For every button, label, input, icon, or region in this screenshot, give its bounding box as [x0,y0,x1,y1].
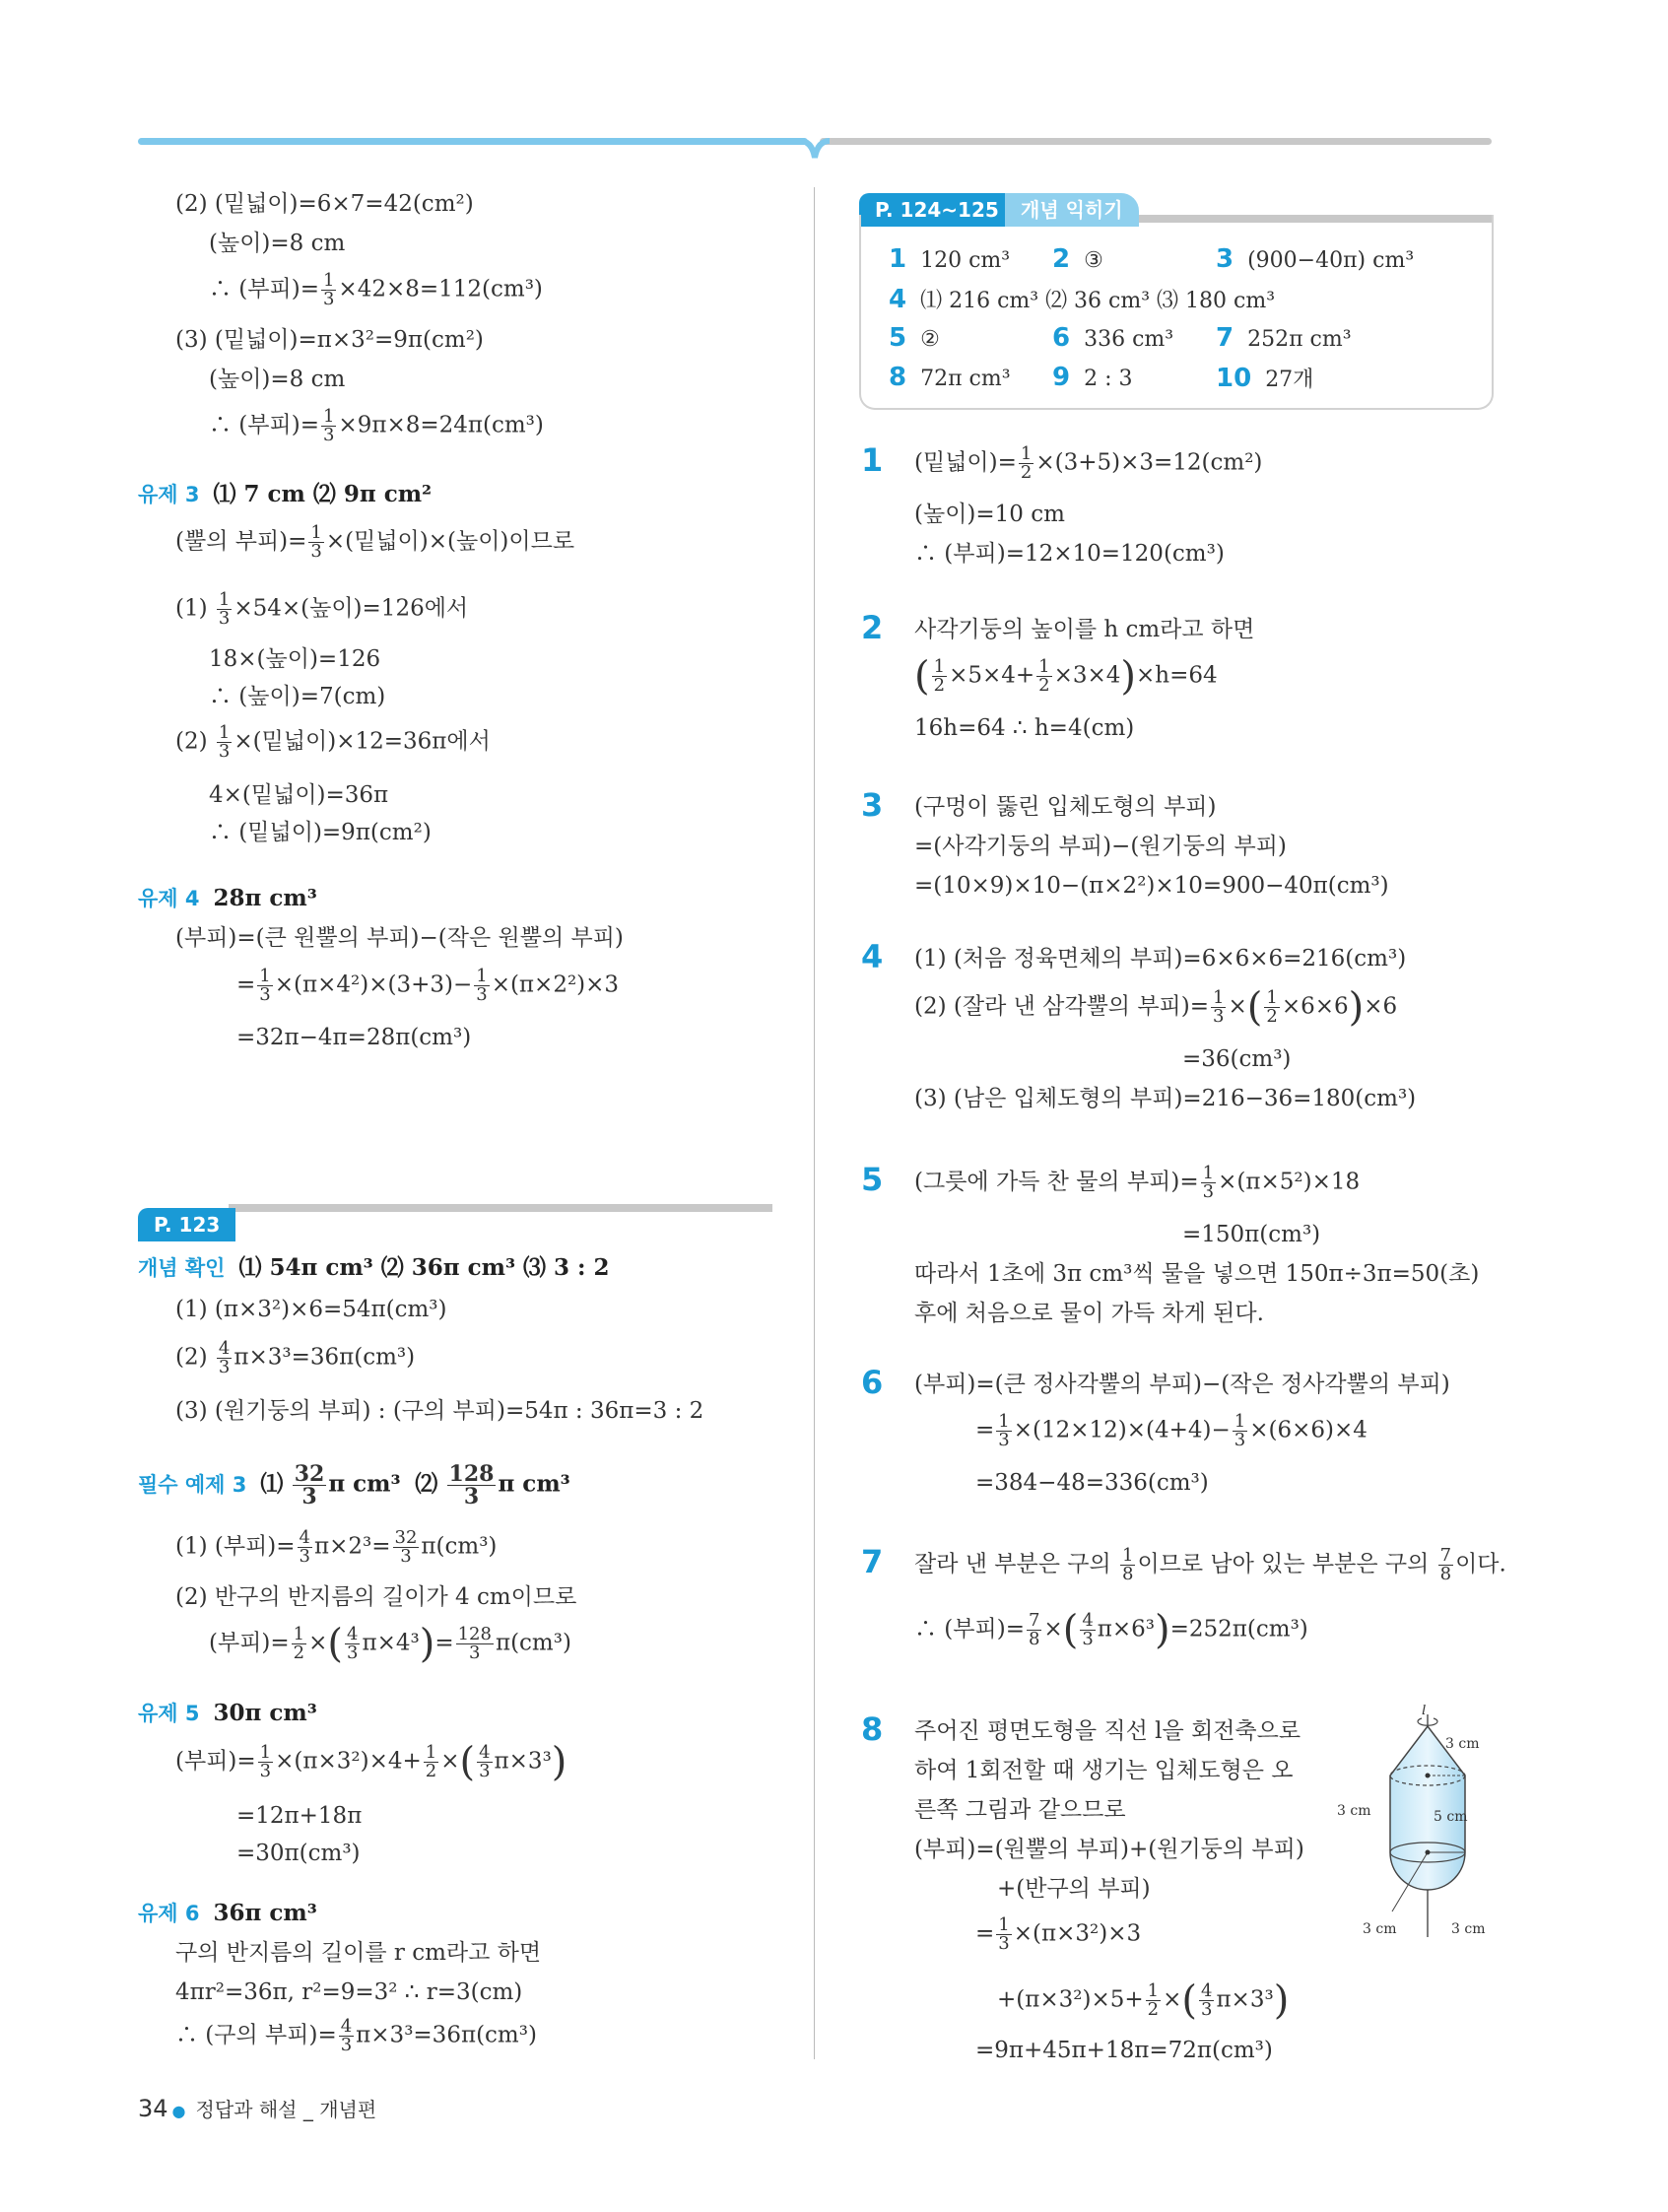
text-line: = $\frac{1}{3}$ ×(π×3²)×3 [975,1914,1142,1954]
fraction: $\frac{1}{2}$ [1147,1980,1160,2020]
text-line: =384−48=336(cm³) [975,1470,1209,1496]
page-footer: 34 ● 정답과 해설 _ 개념편 [138,2095,377,2122]
text-line: (2) $\frac{4}{3}$ π×3³=36π(cm³) [175,1338,416,1377]
fraction: $\frac{1}{3}$ [998,1914,1010,1954]
text-line: (1) (부피)= $\frac{4}{3}$ π×2³= $\frac{32}{3}$ π(cm³) [175,1527,498,1567]
text-line: 4×(밑넓이)=36π [209,782,389,808]
fraction: $\frac{1}{2}$ [933,656,946,696]
fraction: $\frac{7}{8}$ [1439,1545,1452,1584]
text-line: 하여 1회전할 때 생기는 입체도형은 오 [914,1758,1294,1783]
text-line: (부피)= $\frac{1}{2}$ ×( $\frac{4}{3}$ π×4³)= $\frac{128}{3}$ π(cm³) [209,1621,571,1667]
fraction: $\frac{128}{3}$ [448,1461,495,1509]
fraction: $\frac{4}{3}$ [299,1527,310,1567]
dim-label: 5 cm [1434,1809,1468,1825]
header-rule-right [820,138,1492,145]
fraction: $\frac{4}{3}$ [347,1624,359,1663]
dim-label: 3 cm [1445,1736,1480,1752]
question-number: 3 [861,786,884,824]
answer-cell: 8 72π cm³ [889,363,1011,392]
text-line: 사각기둥의 높이를 h cm라고 하면 [914,617,1255,642]
question-number: 2 [861,609,884,646]
text-line: (높이)=8 cm [209,231,346,256]
answer-cell: 1 120 cm³ [889,244,1011,274]
text-line: =(사각기둥의 부피)−(원기둥의 부피) [914,834,1287,859]
text-line: (뿔의 부피)= $\frac{1}{3}$ ×(밑넓이)×(높이)이므로 [175,522,575,562]
exercise-3-header: 유제 3 ⑴ 7 cm ⑵ 9π cm² [138,481,433,507]
text-line: ∴ (구의 부피)= $\frac{4}{3}$ π×3³=36π(cm³) [175,2016,537,2055]
text-line: (3) (원기둥의 부피) : (구의 부피)=54π : 36π=3 : 2 [175,1398,704,1424]
answer-cell: 3 (900−40π) cm³ [1216,244,1415,274]
answer-cell: 9 2 : 3 [1052,363,1133,392]
answer-cell: 2 ③ [1052,244,1103,274]
concept-check-header: 개념 확인 ⑴ 54π cm³ ⑵ 36π cm³ ⑶ 3 : 2 [138,1254,610,1281]
axis-label: l [1422,1705,1427,1718]
fraction: $\frac{1}{2}$ [1020,443,1033,483]
exercise-5-header: 유제 5 30π cm³ [138,1700,317,1726]
question-number: 4 [861,938,884,975]
question-number: 8 [861,1710,884,1748]
text-line: (높이)=8 cm [209,367,346,392]
question-number: 7 [861,1543,884,1580]
text-line: (1) $\frac{1}{3}$ ×54×(높이)=126에서 [175,589,469,629]
fraction: $\frac{1}{2}$ [425,1742,437,1781]
text-line: 후에 처음으로 물이 가득 차게 된다. [914,1301,1264,1326]
question-number: 6 [861,1364,884,1401]
fraction: $\frac{1}{3}$ [218,589,231,629]
concept-practice-tag: 개념 익히기 [1005,193,1139,227]
text-line: 구의 반지름의 길이를 r cm라고 하면 [175,1940,542,1966]
answer-summary-box [859,215,1494,410]
text-line: =(10×9)×10−(π×2²)×10=900−40π(cm³) [914,873,1389,899]
fraction: $\frac{1}{3}$ [998,1411,1010,1450]
text-line: ( $\frac{1}{2}$ ×5×4+ $\frac{1}{2}$ ×3×4)×h=64 [914,653,1218,700]
text-line: (구멍이 뚫린 입체도형의 부피) [914,794,1217,820]
text-line: (높이)=10 cm [914,502,1065,527]
text-line: (3) (밑넓이)=π×3²=9π(cm²) [175,327,484,353]
fraction: $\frac{32}{3}$ [294,1461,325,1509]
text-line: (밑넓이)= $\frac{1}{2}$ ×(3+5)×3=12(cm²) [914,443,1263,483]
fraction: $\frac{32}{3}$ [394,1527,418,1567]
text-line: ∴ (밑넓이)=9π(cm²) [209,820,432,845]
text-line: =9π+45π+18π=72π(cm³) [975,2038,1273,2063]
answer-cell: 10 27개 [1216,364,1314,393]
text-line: (그릇에 가득 찬 물의 부피)= $\frac{1}{3}$ ×(π×5²)×18 [914,1163,1361,1202]
text-line: (부피)= $\frac{1}{3}$ ×(π×3²)×4+ $\frac{1}{2}$ ×( $\frac{4}{3}$ π×3³) [175,1739,567,1785]
text-line: (2) 반구의 반지름의 길이가 4 cm이므로 [175,1584,577,1610]
fraction: $\frac{1}{3}$ [218,722,231,762]
text-line: =30π(cm³) [236,1841,361,1866]
header-rule-left [138,138,808,145]
text-line: (3) (남은 입체도형의 부피)=216−36=180(cm³) [914,1086,1417,1111]
text-line: =36(cm³) [1182,1046,1292,1072]
fraction: $\frac{4}{3}$ [1082,1610,1094,1649]
text-line: ∴ (부피)=12×10=120(cm³) [914,541,1225,567]
header-notch [800,138,830,162]
text-line: +(π×3²)×5+ $\frac{1}{2}$ ×( $\frac{4}{3}$ π×3³) [997,1977,1290,2024]
text-line: 18×(높이)=126 [209,646,381,672]
text-line: (부피)=(원뿔의 부피)+(원기둥의 부피) [914,1837,1304,1862]
dim-label: 3 cm [1363,1921,1397,1937]
page-number: 34 [138,2095,168,2122]
text-line: 른쪽 그림과 같으므로 [914,1797,1126,1823]
text-line: +(반구의 부피) [997,1876,1151,1902]
text-line: ∴ (부피)= $\frac{7}{8}$ ×( $\frac{4}{3}$ π×6³)=252π(cm³) [914,1607,1308,1653]
text-line: (2) (잘라 낸 삼각뿔의 부피)= $\frac{1}{3}$ ×( $\frac{1}{2}$ ×6×6)×6 [914,984,1398,1031]
answer-cell: 7 252π cm³ [1216,323,1352,353]
text-line: =150π(cm³) [1182,1222,1321,1247]
fraction: $\frac{1}{3}$ [259,966,271,1005]
fraction: $\frac{1}{3}$ [322,406,335,445]
required-example-3-header: 필수 예제 3 ⑴ $\frac{32}{3}$ π cm³ ⑵ $\frac{128}{3}$ π cm³ [138,1461,570,1509]
text-line: ∴ (높이)=7(cm) [209,684,386,709]
text-line: 16h=64 ∴ h=4(cm) [914,715,1135,741]
center-dot [1426,1850,1431,1855]
fraction: $\frac{1}{8}$ [1122,1545,1134,1584]
page-tag: P. 123 [138,1208,235,1241]
text-line: (2) (밑넓이)=6×7=42(cm²) [175,191,474,217]
fraction: $\frac{4}{3}$ [218,1338,231,1377]
text-line: 4πr²=36π, r²=9=3² ∴ r=3(cm) [175,1979,523,2005]
text-line: =12π+18π [236,1803,363,1829]
fraction: $\frac{1}{2}$ [1266,987,1278,1027]
text-line: 주어진 평면도형을 직선 l을 회전축으로 [914,1718,1301,1744]
text-line: (1) (처음 정육면체의 부피)=6×6×6=216(cm³) [914,946,1407,972]
answer-cell: 6 336 cm³ [1052,323,1174,353]
fraction: $\frac{128}{3}$ [457,1624,492,1663]
dim-label: 3 cm [1451,1921,1486,1937]
column-divider [814,187,815,2059]
dim-label: 3 cm [1337,1803,1371,1819]
text-line: (2) $\frac{1}{3}$ ×(밑넓이)×12=36π에서 [175,722,491,762]
question-number: 1 [861,441,884,479]
fraction: $\frac{1}{2}$ [293,1624,305,1663]
fraction: $\frac{7}{8}$ [1028,1610,1040,1649]
section-tag-bar [229,1204,772,1212]
page-tag: P. 124~125 [859,193,1015,227]
fraction: $\frac{1}{2}$ [1038,656,1050,696]
text-line: (부피)=(큰 원뿔의 부피)−(작은 원뿔의 부피) [175,925,624,951]
question-number: 5 [861,1161,884,1198]
text-line: (부피)=(큰 정사각뿔의 부피)−(작은 정사각뿔의 부피) [914,1372,1450,1397]
fraction: $\frac{4}{3}$ [1200,1980,1213,2020]
fraction: $\frac{4}{3}$ [479,1742,491,1781]
text-line: =32π−4π=28π(cm³) [236,1025,472,1050]
answer-cell: 4 ⑴ 216 cm³ ⑵ 36 cm³ ⑶ 180 cm³ [889,285,1276,314]
text-line: ∴ (부피)= $\frac{1}{3}$ ×42×8=112(cm³) [209,270,543,309]
fraction: $\frac{1}{3}$ [322,270,335,309]
exercise-6-header: 유제 6 36π cm³ [138,1900,317,1926]
text-line: = $\frac{1}{3}$ ×(π×4²)×(3+3)− $\frac{1}{3}$ ×(π×2²)×3 [236,966,620,1005]
footer-text: 정답과 해설 _ 개념편 [195,2098,377,2121]
answer-cell: 5 ② [889,323,940,353]
center-dot [1426,1774,1431,1778]
text-line: ∴ (부피)= $\frac{1}{3}$ ×9π×8=24π(cm³) [209,406,544,445]
fraction: $\frac{1}{3}$ [1213,987,1225,1027]
fraction: $\frac{1}{3}$ [476,966,488,1005]
fraction: $\frac{4}{3}$ [340,2016,353,2055]
fraction: $\frac{1}{3}$ [310,522,322,562]
exercise-4-header: 유제 4 28π cm³ [138,885,317,911]
text-line: 잘라 낸 부분은 구의 $\frac{1}{8}$ 이므로 남아 있는 부분은 구의 $\frac{7}{8}$ 이다. [914,1545,1506,1584]
text-line: 따라서 1초에 3π cm³씩 물을 넣으면 150π÷3π=50(초) [914,1261,1480,1287]
solid-of-revolution-figure [1335,1705,1498,1941]
fraction: $\frac{1}{3}$ [259,1742,272,1781]
text-line: (1) (π×3²)×6=54π(cm³) [175,1297,447,1322]
text-line: = $\frac{1}{3}$ ×(12×12)×(4+4)− $\frac{1}{3}$ ×(6×6)×4 [975,1411,1368,1450]
fraction: $\frac{1}{3}$ [1234,1411,1246,1450]
fraction: $\frac{1}{3}$ [1202,1163,1215,1202]
